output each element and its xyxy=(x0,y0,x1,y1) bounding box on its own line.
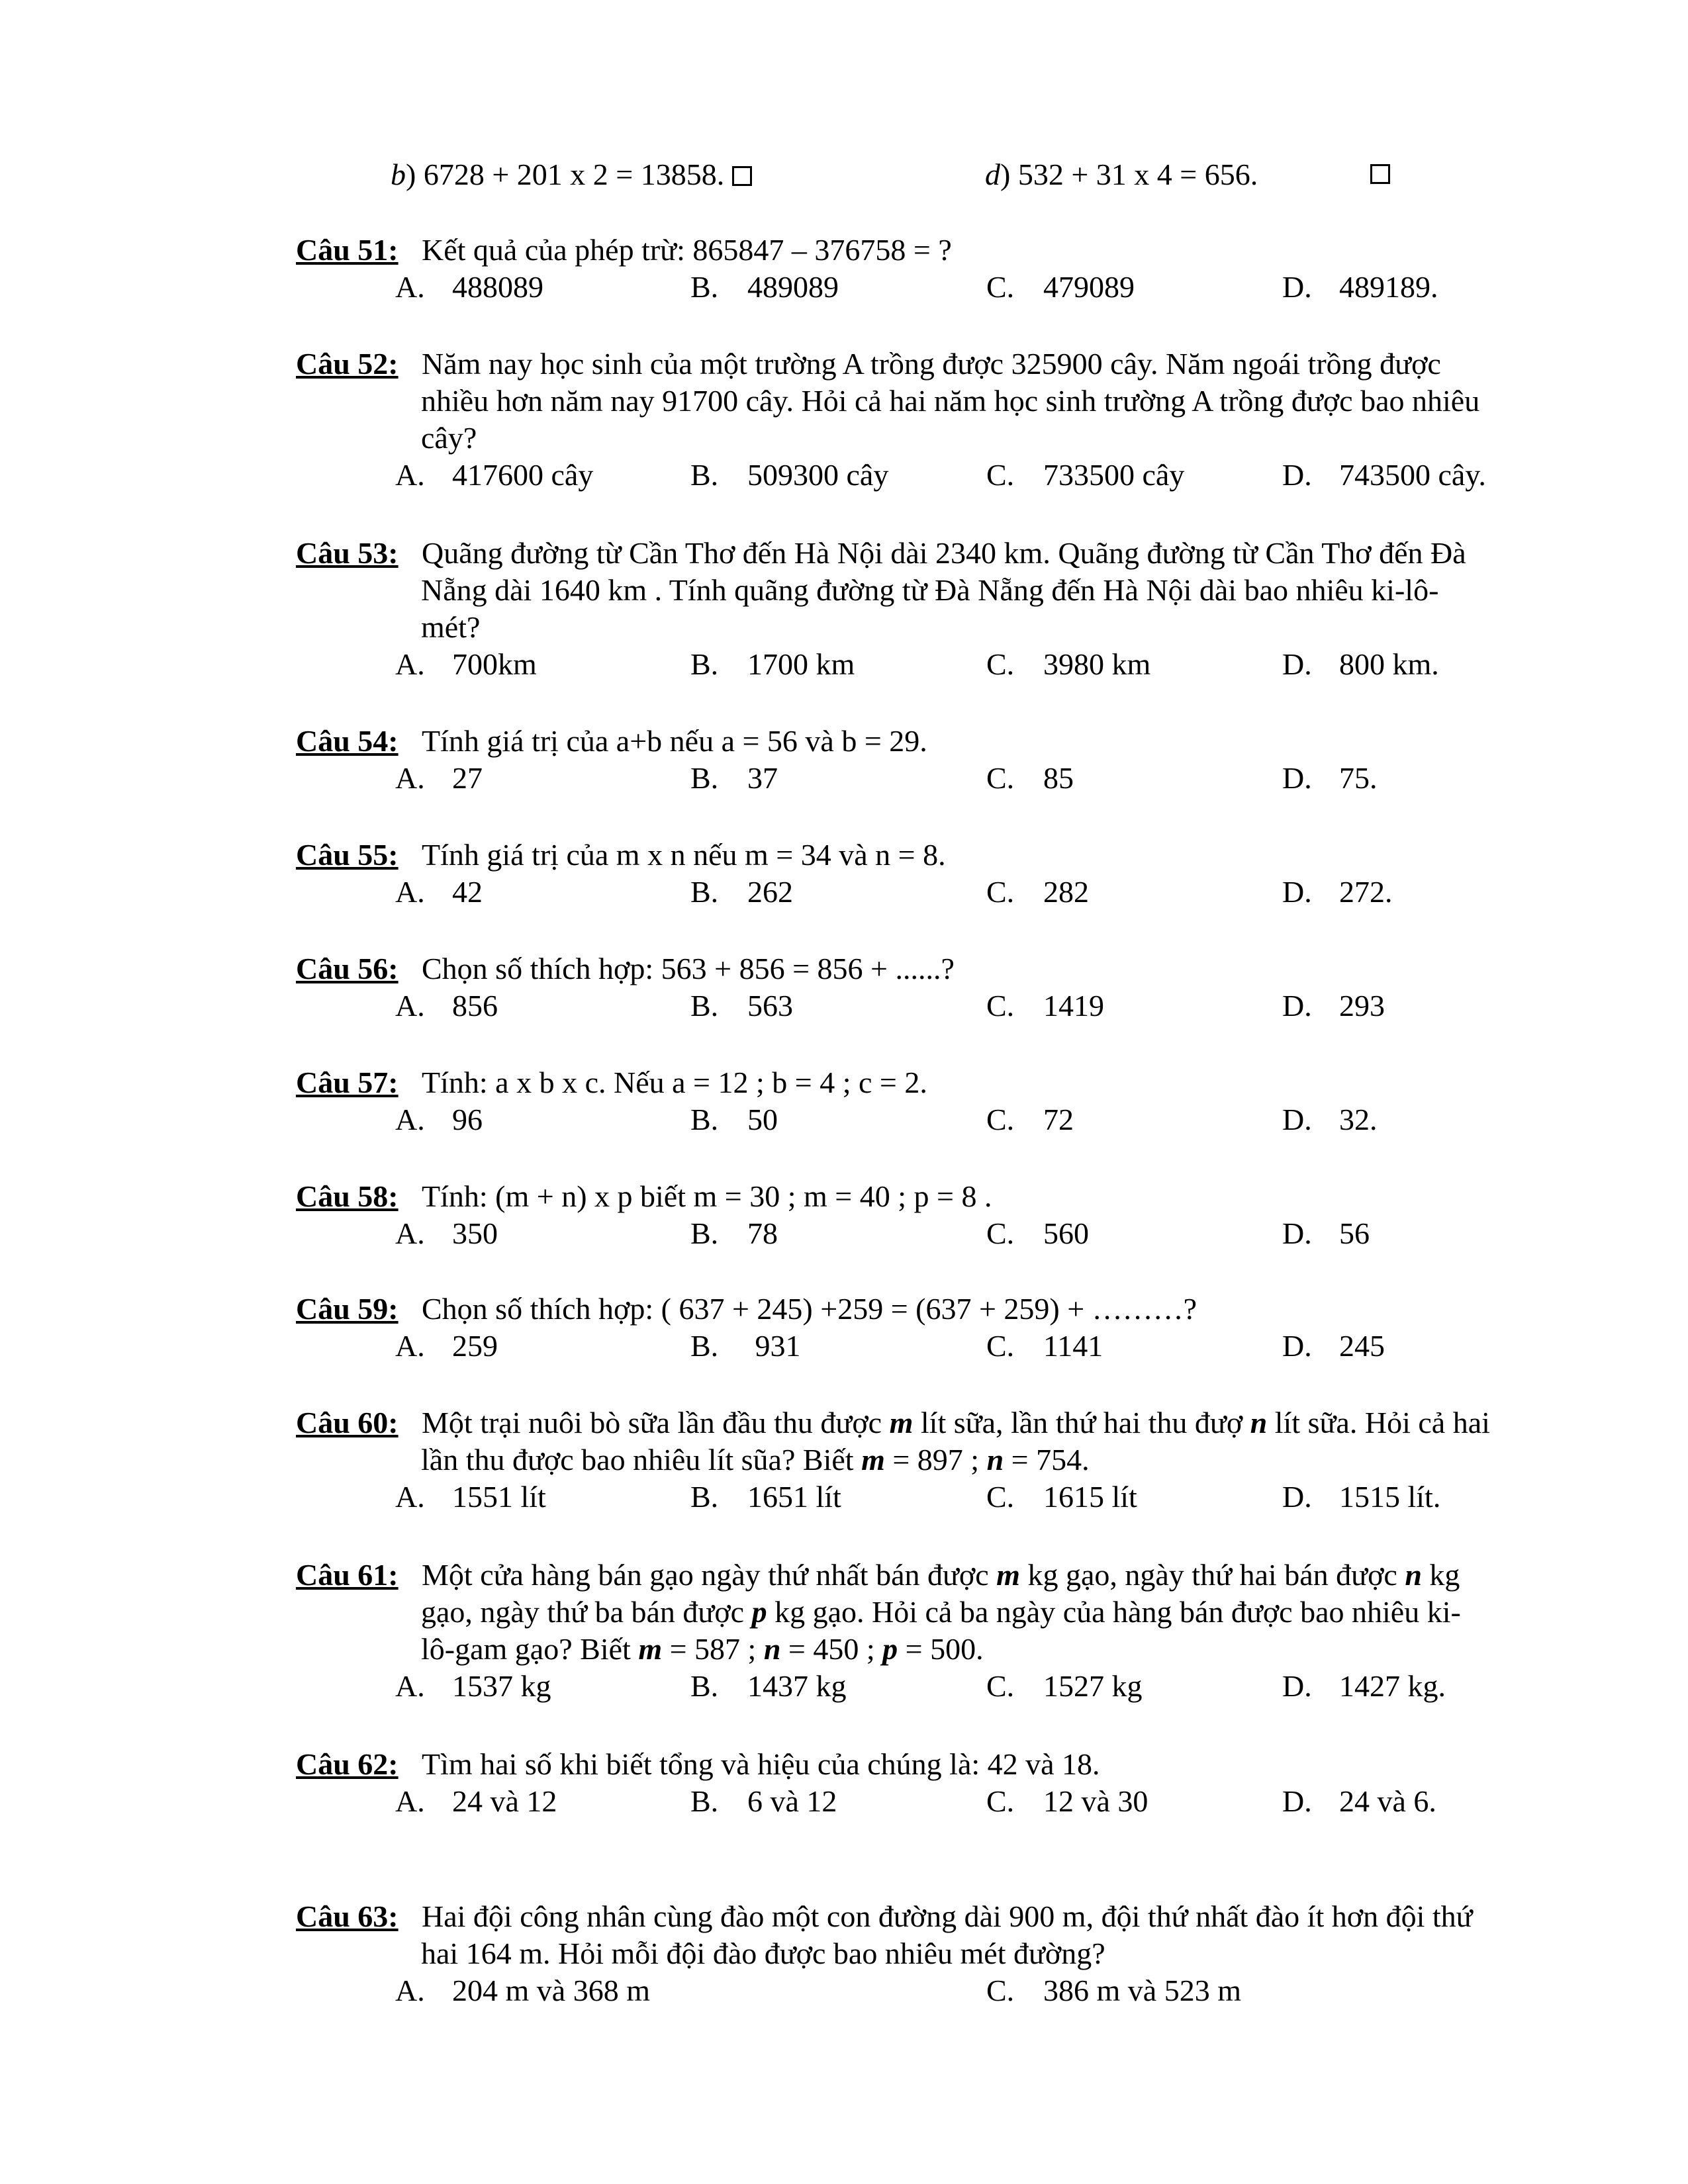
question-label-58: Câu 58: xyxy=(296,1179,399,1213)
option-52-b[interactable] xyxy=(690,457,888,494)
question-label-54: Câu 54: xyxy=(296,724,399,758)
option-60-a[interactable] xyxy=(395,1479,546,1516)
option-value: 743500 cây. xyxy=(1339,458,1486,492)
option-letter: C. xyxy=(986,1669,1015,1703)
option-value: 32. xyxy=(1339,1103,1378,1136)
option-61-d[interactable] xyxy=(1282,1668,1446,1705)
question-text-61-line-1: Một cửa hàng bán gạo ngày thứ nhất bán được m kg gạo, ngày thứ hai bán được n kg xyxy=(422,1558,1460,1592)
option-value: 417600 cây xyxy=(452,458,594,492)
option-letter: B. xyxy=(690,1669,719,1703)
option-value: 37 xyxy=(747,761,778,795)
option-letter: B. xyxy=(690,647,719,681)
option-letter: A. xyxy=(395,647,425,681)
option-value: 56 xyxy=(1339,1216,1370,1250)
option-62-c[interactable] xyxy=(986,1783,1148,1820)
option-59-c[interactable] xyxy=(986,1328,1103,1365)
option-54-d[interactable] xyxy=(1282,760,1378,797)
option-value: 489089 xyxy=(747,270,839,304)
option-letter: C. xyxy=(986,1974,1015,2007)
option-value: 6 và 12 xyxy=(747,1784,837,1818)
option-60-b[interactable] xyxy=(690,1479,841,1516)
question-label-56: Câu 56: xyxy=(296,952,399,985)
option-54-c[interactable] xyxy=(986,760,1074,797)
option-letter: C. xyxy=(986,1103,1015,1136)
option-59-d[interactable] xyxy=(1282,1328,1385,1365)
option-56-d[interactable] xyxy=(1282,987,1385,1024)
option-letter: B. xyxy=(690,1329,719,1363)
question-text-52-line-3: cây? xyxy=(421,421,477,455)
option-value: 1515 lít. xyxy=(1339,1480,1441,1514)
option-63-a[interactable] xyxy=(395,1972,650,2009)
option-value: 282 xyxy=(1043,875,1089,909)
option-value: 204 m và 368 m xyxy=(452,1974,650,2007)
option-letter: D. xyxy=(1282,1669,1312,1703)
option-53-a[interactable] xyxy=(395,646,537,683)
option-letter: C. xyxy=(986,761,1015,795)
option-57-c[interactable] xyxy=(986,1101,1074,1138)
option-59-a[interactable] xyxy=(395,1328,498,1365)
question-label-63: Câu 63: xyxy=(296,1899,399,1933)
option-51-d[interactable] xyxy=(1282,269,1438,306)
option-letter: C. xyxy=(986,875,1015,909)
option-letter: D. xyxy=(1282,1103,1312,1136)
option-letter: A. xyxy=(395,458,425,492)
option-53-b[interactable] xyxy=(690,646,855,683)
option-value: 1615 lít xyxy=(1043,1480,1137,1514)
question-label-52: Câu 52: xyxy=(296,347,399,381)
option-value: 856 xyxy=(452,989,498,1023)
item-b-text: ) 6728 + 201 x 2 = 13858. xyxy=(406,158,725,191)
question-label-60: Câu 60: xyxy=(296,1406,399,1439)
option-value: 24 và 12 xyxy=(452,1784,557,1818)
option-53-d[interactable] xyxy=(1282,646,1439,683)
option-value: 1527 kg xyxy=(1043,1669,1143,1703)
option-55-d[interactable] xyxy=(1282,874,1393,911)
option-57-b[interactable] xyxy=(690,1101,778,1138)
option-56-c[interactable] xyxy=(986,987,1104,1024)
option-58-d[interactable] xyxy=(1282,1215,1370,1252)
option-value: 489189. xyxy=(1339,270,1438,304)
question-label-57: Câu 57: xyxy=(296,1066,399,1099)
option-letter: A. xyxy=(395,1216,425,1250)
option-value: 563 xyxy=(747,989,793,1023)
option-letter: D. xyxy=(1282,647,1312,681)
option-value: 27 xyxy=(452,761,483,795)
question-text-53-line-2: Nẵng dài 1640 km . Tính quãng đường từ Đà Nẵng đến Hà Nội dài bao nhiêu ki-lô- xyxy=(421,573,1439,607)
option-53-c[interactable] xyxy=(986,646,1150,683)
question-text-52-line-1: Năm nay học sinh của một trường A trồng được 325900 cây. Năm ngoái trồng được xyxy=(422,347,1441,381)
option-value: 386 m và 523 m xyxy=(1043,1974,1241,2007)
item-b xyxy=(391,156,752,193)
question-text-63-line-2: hai 164 m. Hỏi mỗi đội đào được bao nhiêu mét đường? xyxy=(421,1936,1105,1970)
option-letter: D. xyxy=(1282,989,1312,1023)
option-letter: B. xyxy=(690,458,719,492)
option-letter: C. xyxy=(986,1329,1015,1363)
option-letter: A. xyxy=(395,761,425,795)
option-51-b[interactable] xyxy=(690,269,839,306)
question-text-62-line-1: Tìm hai số khi biết tổng và hiệu của chúng là: 42 và 18. xyxy=(422,1747,1100,1781)
option-value: 1551 lít xyxy=(452,1480,546,1514)
option-letter: A. xyxy=(395,989,425,1023)
option-value: 96 xyxy=(452,1103,483,1136)
question-text-51-line-1: Kết quả của phép trừ: 865847 – 376758 = ? xyxy=(422,233,952,267)
question-text-61-line-2: gạo, ngày thứ ba bán được p kg gạo. Hỏi cả ba ngày của hàng bán được bao nhiêu ki- xyxy=(421,1595,1461,1629)
option-letter: D. xyxy=(1282,458,1312,492)
option-value: 1651 lít xyxy=(747,1480,841,1514)
option-57-a[interactable] xyxy=(395,1101,483,1138)
option-letter: A. xyxy=(395,875,425,909)
option-value: 479089 xyxy=(1043,270,1135,304)
option-61-c[interactable] xyxy=(986,1668,1143,1705)
option-60-d[interactable] xyxy=(1282,1479,1440,1516)
option-letter: C. xyxy=(986,647,1015,681)
option-52-a[interactable] xyxy=(395,457,593,494)
option-60-c[interactable] xyxy=(986,1479,1137,1516)
option-letter: B. xyxy=(690,1480,719,1514)
option-value: 259 xyxy=(452,1329,498,1363)
option-55-b[interactable] xyxy=(690,874,793,911)
question-label-62: Câu 62: xyxy=(296,1747,399,1781)
option-value: 1427 kg. xyxy=(1339,1669,1446,1703)
option-61-b[interactable] xyxy=(690,1668,847,1705)
option-letter: A. xyxy=(395,270,425,304)
question-text-52-line-2: nhiều hơn năm nay 91700 cây. Hỏi cả hai năm học sinh trường A trồng được bao nhiêu xyxy=(421,384,1480,418)
option-value: 1700 km xyxy=(747,647,855,681)
question-text-61-line-3: lô-gam gạo? Biết m = 587 ; n = 450 ; p = 500. xyxy=(421,1632,984,1666)
option-value: 50 xyxy=(747,1103,778,1136)
option-value: 1537 kg xyxy=(452,1669,551,1703)
question-text-59-line-1: Chọn số thích hợp: ( 637 + 245) +259 = (637 + 259) + ………? xyxy=(422,1292,1197,1326)
option-value: 262 xyxy=(747,875,793,909)
option-63-c[interactable] xyxy=(986,1972,1241,2009)
option-letter: D. xyxy=(1282,1216,1312,1250)
question-text-53-line-3: mét? xyxy=(421,610,481,644)
question-text-60-line-2: lần thu được bao nhiêu lít sũa? Biết m = 897 ; n = 754. xyxy=(421,1443,1090,1477)
option-letter: A. xyxy=(395,1480,425,1514)
option-letter: B. xyxy=(690,270,719,304)
item-b-letter: b xyxy=(391,158,406,191)
question-label-51: Câu 51: xyxy=(296,233,399,267)
option-51-c[interactable] xyxy=(986,269,1135,306)
option-letter: A. xyxy=(395,1329,425,1363)
question-text-58-line-1: Tính: (m + n) x p biết m = 30 ; m = 40 ; p = 8 . xyxy=(422,1179,992,1213)
option-value: 78 xyxy=(747,1216,778,1250)
item-d xyxy=(985,156,1258,193)
option-value: 1437 kg xyxy=(747,1669,847,1703)
option-54-b[interactable] xyxy=(690,760,778,797)
option-value: 245 xyxy=(1339,1329,1385,1363)
option-letter: C. xyxy=(986,1480,1015,1514)
option-value: 350 xyxy=(452,1216,498,1250)
option-value: 3980 km xyxy=(1043,647,1151,681)
option-value: 272. xyxy=(1339,875,1393,909)
option-letter: D. xyxy=(1282,1480,1312,1514)
option-letter: D. xyxy=(1282,1784,1312,1818)
option-52-c[interactable] xyxy=(986,457,1184,494)
option-letter: C. xyxy=(986,989,1015,1023)
option-62-d[interactable] xyxy=(1282,1783,1436,1820)
option-55-c[interactable] xyxy=(986,874,1089,911)
option-59-b[interactable] xyxy=(690,1328,801,1365)
option-55-a[interactable] xyxy=(395,874,483,911)
option-56-b[interactable] xyxy=(690,987,793,1024)
option-value: 24 và 6. xyxy=(1339,1784,1436,1818)
option-letter: C. xyxy=(986,1216,1015,1250)
option-letter: D. xyxy=(1282,761,1312,795)
option-letter: D. xyxy=(1282,1329,1312,1363)
option-letter: A. xyxy=(395,1974,425,2007)
option-52-d[interactable] xyxy=(1282,457,1486,494)
option-value: 700km xyxy=(452,647,537,681)
option-value: 1419 xyxy=(1043,989,1104,1023)
option-value: 560 xyxy=(1043,1216,1089,1250)
option-57-d[interactable] xyxy=(1282,1101,1378,1138)
question-text-53-line-1: Quãng đường từ Cần Thơ đến Hà Nội dài 2340 km. Quãng đường từ Cần Thơ đến Đà xyxy=(422,536,1466,570)
option-51-a[interactable] xyxy=(395,269,543,306)
option-letter: D. xyxy=(1282,270,1312,304)
option-value: 733500 cây xyxy=(1043,458,1185,492)
option-letter: C. xyxy=(986,1784,1015,1818)
question-text-56-line-1: Chọn số thích hợp: 563 + 856 = 856 + ......? xyxy=(422,952,955,985)
option-58-a[interactable] xyxy=(395,1215,498,1252)
question-text-57-line-1: Tính: a x b x c. Nếu a = 12 ; b = 4 ; c = 2. xyxy=(422,1066,927,1099)
option-61-a[interactable] xyxy=(395,1668,551,1705)
option-value: 488089 xyxy=(452,270,543,304)
question-label-53: Câu 53: xyxy=(296,536,399,570)
option-letter: B. xyxy=(690,1103,719,1136)
option-letter: B. xyxy=(690,761,719,795)
option-value: 800 km. xyxy=(1339,647,1439,681)
option-letter: A. xyxy=(395,1103,425,1136)
question-label-61: Câu 61: xyxy=(296,1558,399,1592)
option-value: 72 xyxy=(1043,1103,1074,1136)
question-label-59: Câu 59: xyxy=(296,1292,399,1326)
option-62-b[interactable] xyxy=(690,1783,837,1820)
option-value: 509300 cây xyxy=(747,458,889,492)
option-value: 1141 xyxy=(1043,1329,1103,1363)
option-value: 931 xyxy=(747,1329,801,1363)
option-letter: B. xyxy=(690,875,719,909)
question-text-60-line-1: Một trại nuôi bò sữa lần đầu thu được m lít sữa, lần thứ hai thu đượ n lít sữa. Hỏi cả hai xyxy=(422,1406,1490,1439)
option-letter: B. xyxy=(690,989,719,1023)
option-value: 85 xyxy=(1043,761,1074,795)
option-54-a[interactable] xyxy=(395,760,483,797)
option-58-b[interactable] xyxy=(690,1215,778,1252)
option-62-a[interactable] xyxy=(395,1783,557,1820)
option-value: 75. xyxy=(1339,761,1378,795)
option-58-c[interactable] xyxy=(986,1215,1089,1252)
option-value: 293 xyxy=(1339,989,1385,1023)
option-letter: C. xyxy=(986,270,1015,304)
option-letter: A. xyxy=(395,1784,425,1818)
question-text-55-line-1: Tính giá trị của m x n nếu m = 34 và n = 8. xyxy=(422,838,946,872)
question-text-63-line-1: Hai đội công nhân cùng đào một con đường dài 900 m, đội thứ nhất đào ít hơn đội thứ xyxy=(422,1899,1473,1933)
item-d-letter: d xyxy=(985,158,1000,191)
item-d-checkbox[interactable] xyxy=(1370,164,1390,184)
option-letter: A. xyxy=(395,1669,425,1703)
item-d-text: ) 532 + 31 x 4 = 656. xyxy=(1000,158,1258,191)
option-letter: D. xyxy=(1282,875,1312,909)
question-text-54-line-1: Tính giá trị của a+b nếu a = 56 và b = 29. xyxy=(422,724,927,758)
option-value: 42 xyxy=(452,875,483,909)
option-56-a[interactable] xyxy=(395,987,498,1024)
option-letter: B. xyxy=(690,1784,719,1818)
option-letter: C. xyxy=(986,458,1015,492)
question-label-55: Câu 55: xyxy=(296,838,399,872)
item-b-checkbox[interactable] xyxy=(732,166,752,186)
option-letter: B. xyxy=(690,1216,719,1250)
option-value: 12 và 30 xyxy=(1043,1784,1149,1818)
